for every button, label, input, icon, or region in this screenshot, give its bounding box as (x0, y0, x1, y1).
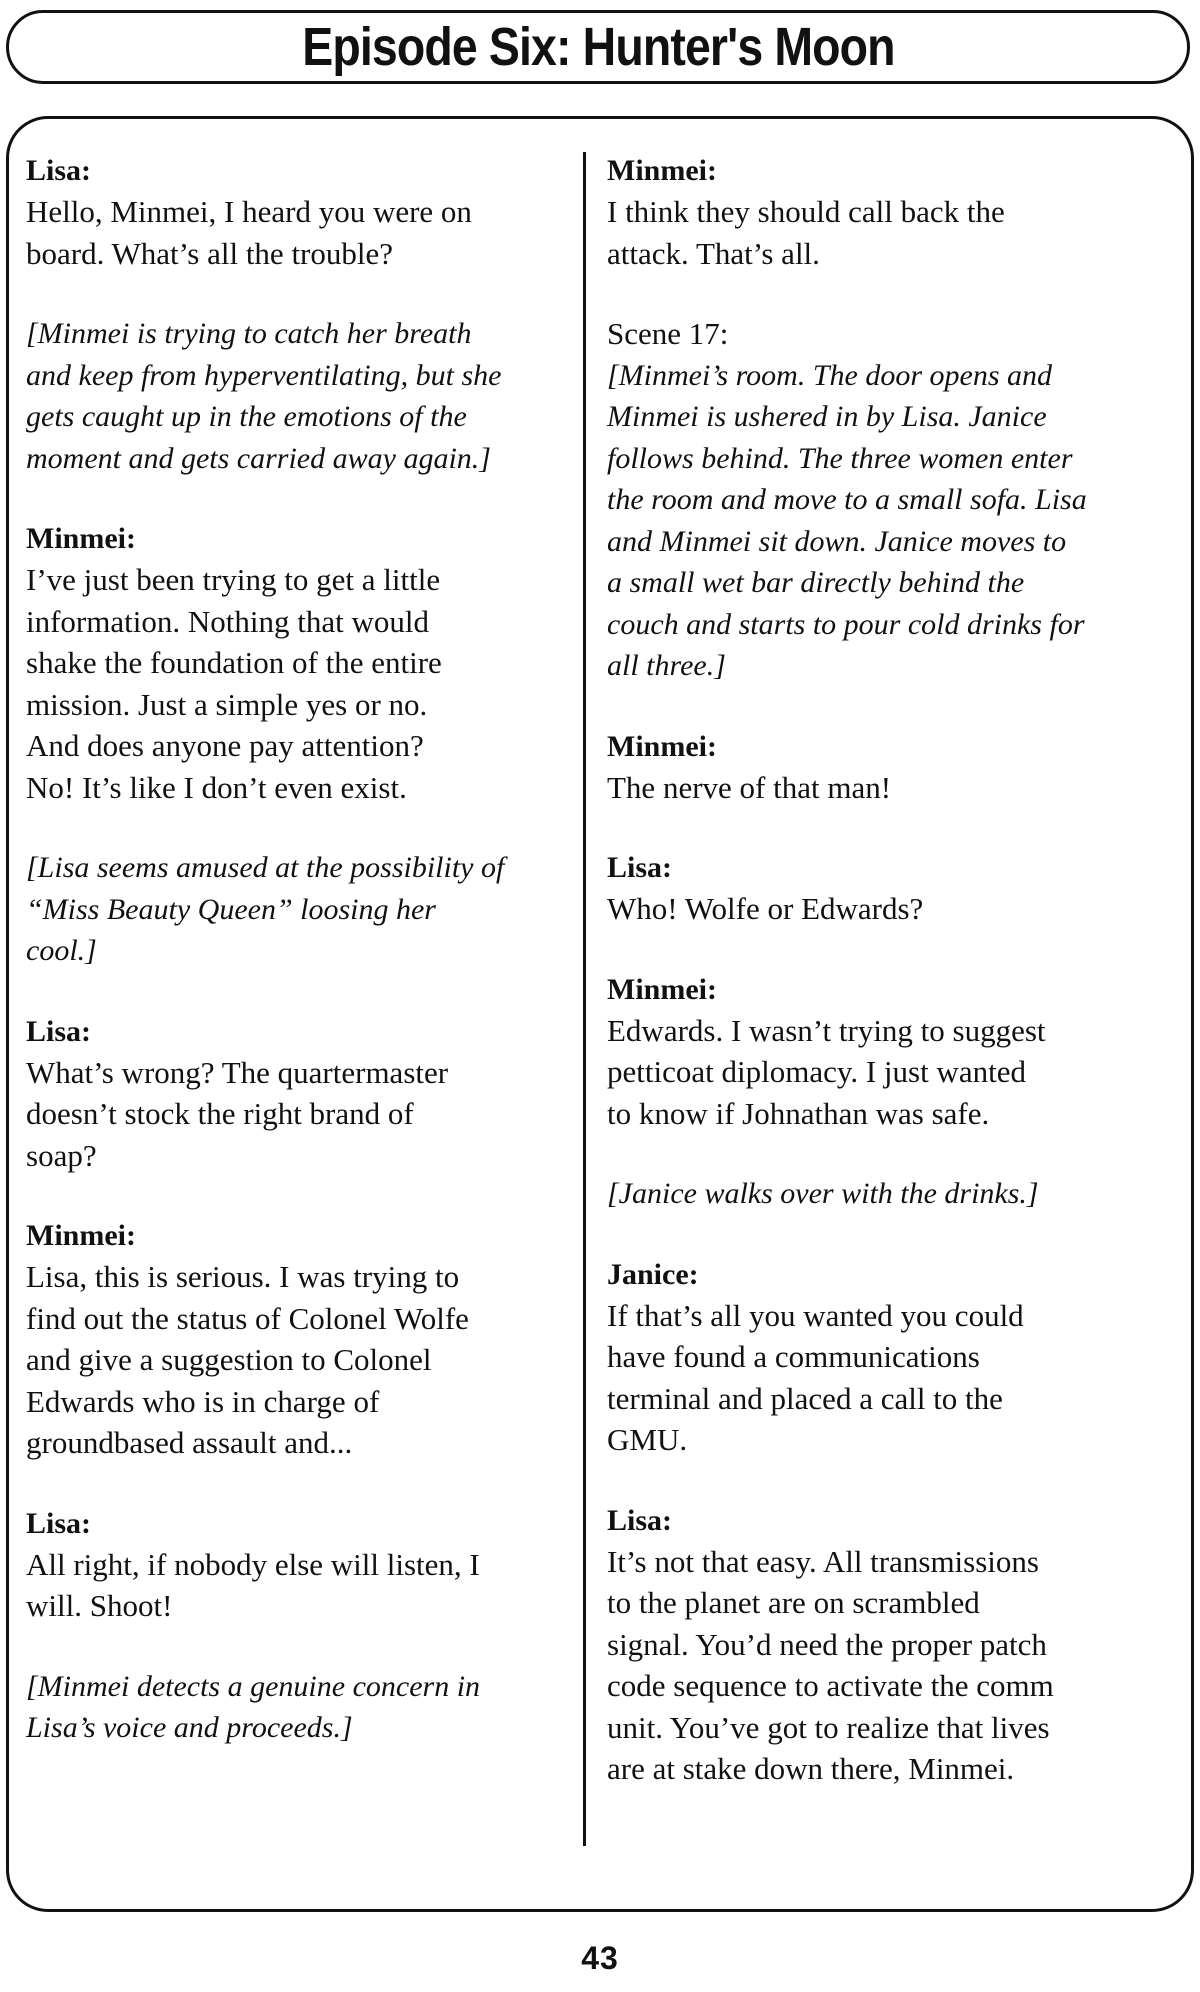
dialogue-line: to the planet are on scrambled (607, 1585, 980, 1620)
dialogue-line: and give a suggestion to Colonel (26, 1342, 432, 1377)
dialogue-line: If that’s all you wanted you could (607, 1297, 1024, 1333)
dialogue-line: groundbased assault and... (26, 1425, 353, 1460)
page-title: Episode Six: Hunter's Moon (301, 17, 895, 77)
dialogue-line: Lisa, this is serious. I was trying to (26, 1259, 460, 1294)
dialogue-line: unit. You’ve got to realize that lives (607, 1709, 1050, 1745)
page-number: 43 (581, 1940, 619, 1976)
stage-line: Minmei is ushered in by Lisa. Janice (607, 400, 1047, 433)
stage-direction (26, 1666, 576, 1749)
scene-block (607, 313, 1187, 687)
dialogue-line: petticoat diplomacy. I just wanted (607, 1054, 1026, 1089)
dialogue-block (607, 150, 1187, 274)
dialogue-line: I think they should call back the (607, 194, 1005, 229)
scene-heading: Scene 17: (607, 316, 729, 351)
dialogue-line: And does anyone pay attention? (26, 728, 424, 763)
stage-line: [Lisa seems amused at the possibility of (26, 851, 505, 884)
dialogue-block (26, 1503, 576, 1627)
dialogue-line: Edwards who is in charge of (26, 1383, 380, 1419)
stage-line: couch and starts to pour cold drinks for (607, 607, 1085, 641)
dialogue-line: mission. Just a simple yes or no. (26, 686, 428, 722)
dialogue-line: The nerve of that man! (607, 769, 892, 805)
dialogue-block (26, 1215, 576, 1464)
dialogue-line: code sequence to activate the comm (607, 1668, 1054, 1703)
dialogue-line: doesn’t stock the right brand of (26, 1096, 414, 1131)
column-divider (583, 152, 586, 1846)
dialogue-block (607, 726, 1187, 809)
dialogue-line: will. Shoot! (26, 1588, 173, 1623)
dialogue-line: GMU. (607, 1422, 688, 1457)
stage-line: and Minmei sit down. Janice moves to (607, 524, 1067, 558)
dialogue-line: are at stake down there, Minmei. (607, 1751, 1015, 1786)
dialogue-line: board. What’s all the trouble? (26, 235, 394, 271)
dialogue-line: All right, if nobody else will listen, I (26, 1546, 480, 1582)
dialogue-block (607, 1500, 1187, 1790)
dialogue-line: information. Nothing that would (26, 603, 429, 639)
dialogue-block (26, 150, 576, 274)
stage-line: follows behind. The three women enter (607, 441, 1073, 475)
stage-line: the room and move to a small sofa. Lisa (607, 483, 1087, 516)
dialogue-line: Edwards. I wasn’t trying to suggest (607, 1012, 1046, 1048)
dialogue-line: Hello, Minmei, I heard you were on (26, 194, 472, 229)
speaker-name: Lisa: (26, 154, 92, 187)
right-column (607, 150, 1187, 1829)
dialogue-line: Who! Wolfe or Edwards? (607, 891, 924, 926)
stage-direction (26, 847, 576, 972)
stage-line: [Minmei detects a genuine concern in (26, 1669, 481, 1703)
stage-line: [Minmei is trying to catch her breath (26, 317, 472, 350)
dialogue-line: terminal and placed a call to the (607, 1380, 1003, 1416)
dialogue-block (607, 1254, 1187, 1461)
speaker-name: Lisa: (607, 851, 673, 884)
dialogue-line: soap? (26, 1137, 97, 1173)
stage-line: gets caught up in the emotions of the (26, 400, 467, 433)
speaker-name: Janice: (607, 1257, 699, 1291)
speaker-name: Minmei: (607, 729, 717, 763)
speaker-name: Minmei: (607, 154, 717, 187)
stage-line: and keep from hyperventilating, but she (26, 358, 502, 392)
dialogue-line: What’s wrong? The quartermaster (26, 1054, 449, 1090)
dialogue-line: I’ve just been trying to get a little (26, 562, 441, 597)
stage-line: “Miss Beauty Queen” loosing her (26, 892, 436, 926)
dialogue-line: signal. You’d need the proper patch (607, 1626, 1047, 1662)
dialogue-line: to know if Johnathan was safe. (607, 1095, 990, 1131)
dialogue-line: have found a communications (607, 1339, 980, 1374)
speaker-name: Lisa: (26, 1014, 92, 1048)
dialogue-block (607, 969, 1187, 1135)
stage-line: Lisa’s voice and proceeds.] (26, 1711, 353, 1744)
stage-direction (607, 1173, 1187, 1215)
stage-line: all three.] (607, 649, 726, 682)
stage-line: cool.] (26, 934, 97, 967)
dialogue-block (607, 847, 1187, 930)
dialogue-line: find out the status of Colonel Wolfe (26, 1300, 469, 1336)
stage-line: [Janice walks over with the drinks.] (607, 1177, 1039, 1210)
dialogue-block (26, 1011, 576, 1177)
dialogue-block (26, 518, 576, 808)
dialogue-line: It’s not that easy. All transmissions (607, 1543, 1039, 1579)
dialogue-line: No! It’s like I don’t even exist. (26, 769, 407, 805)
dialogue-line: attack. That’s all. (607, 235, 820, 271)
dialogue-line: shake the foundation of the entire (26, 645, 442, 680)
stage-line: moment and gets carried away again.] (26, 441, 491, 475)
speaker-name: Lisa: (607, 1503, 673, 1537)
stage-line: a small wet bar directly behind the (607, 566, 1025, 599)
speaker-name: Minmei: (26, 522, 136, 555)
speaker-name: Minmei: (26, 1219, 136, 1252)
title-banner (6, 10, 1190, 84)
left-column (26, 150, 576, 1788)
speaker-name: Minmei: (607, 972, 717, 1006)
stage-direction (26, 313, 576, 479)
stage-line: [Minmei’s room. The door opens and (607, 358, 1053, 392)
speaker-name: Lisa: (26, 1506, 92, 1540)
